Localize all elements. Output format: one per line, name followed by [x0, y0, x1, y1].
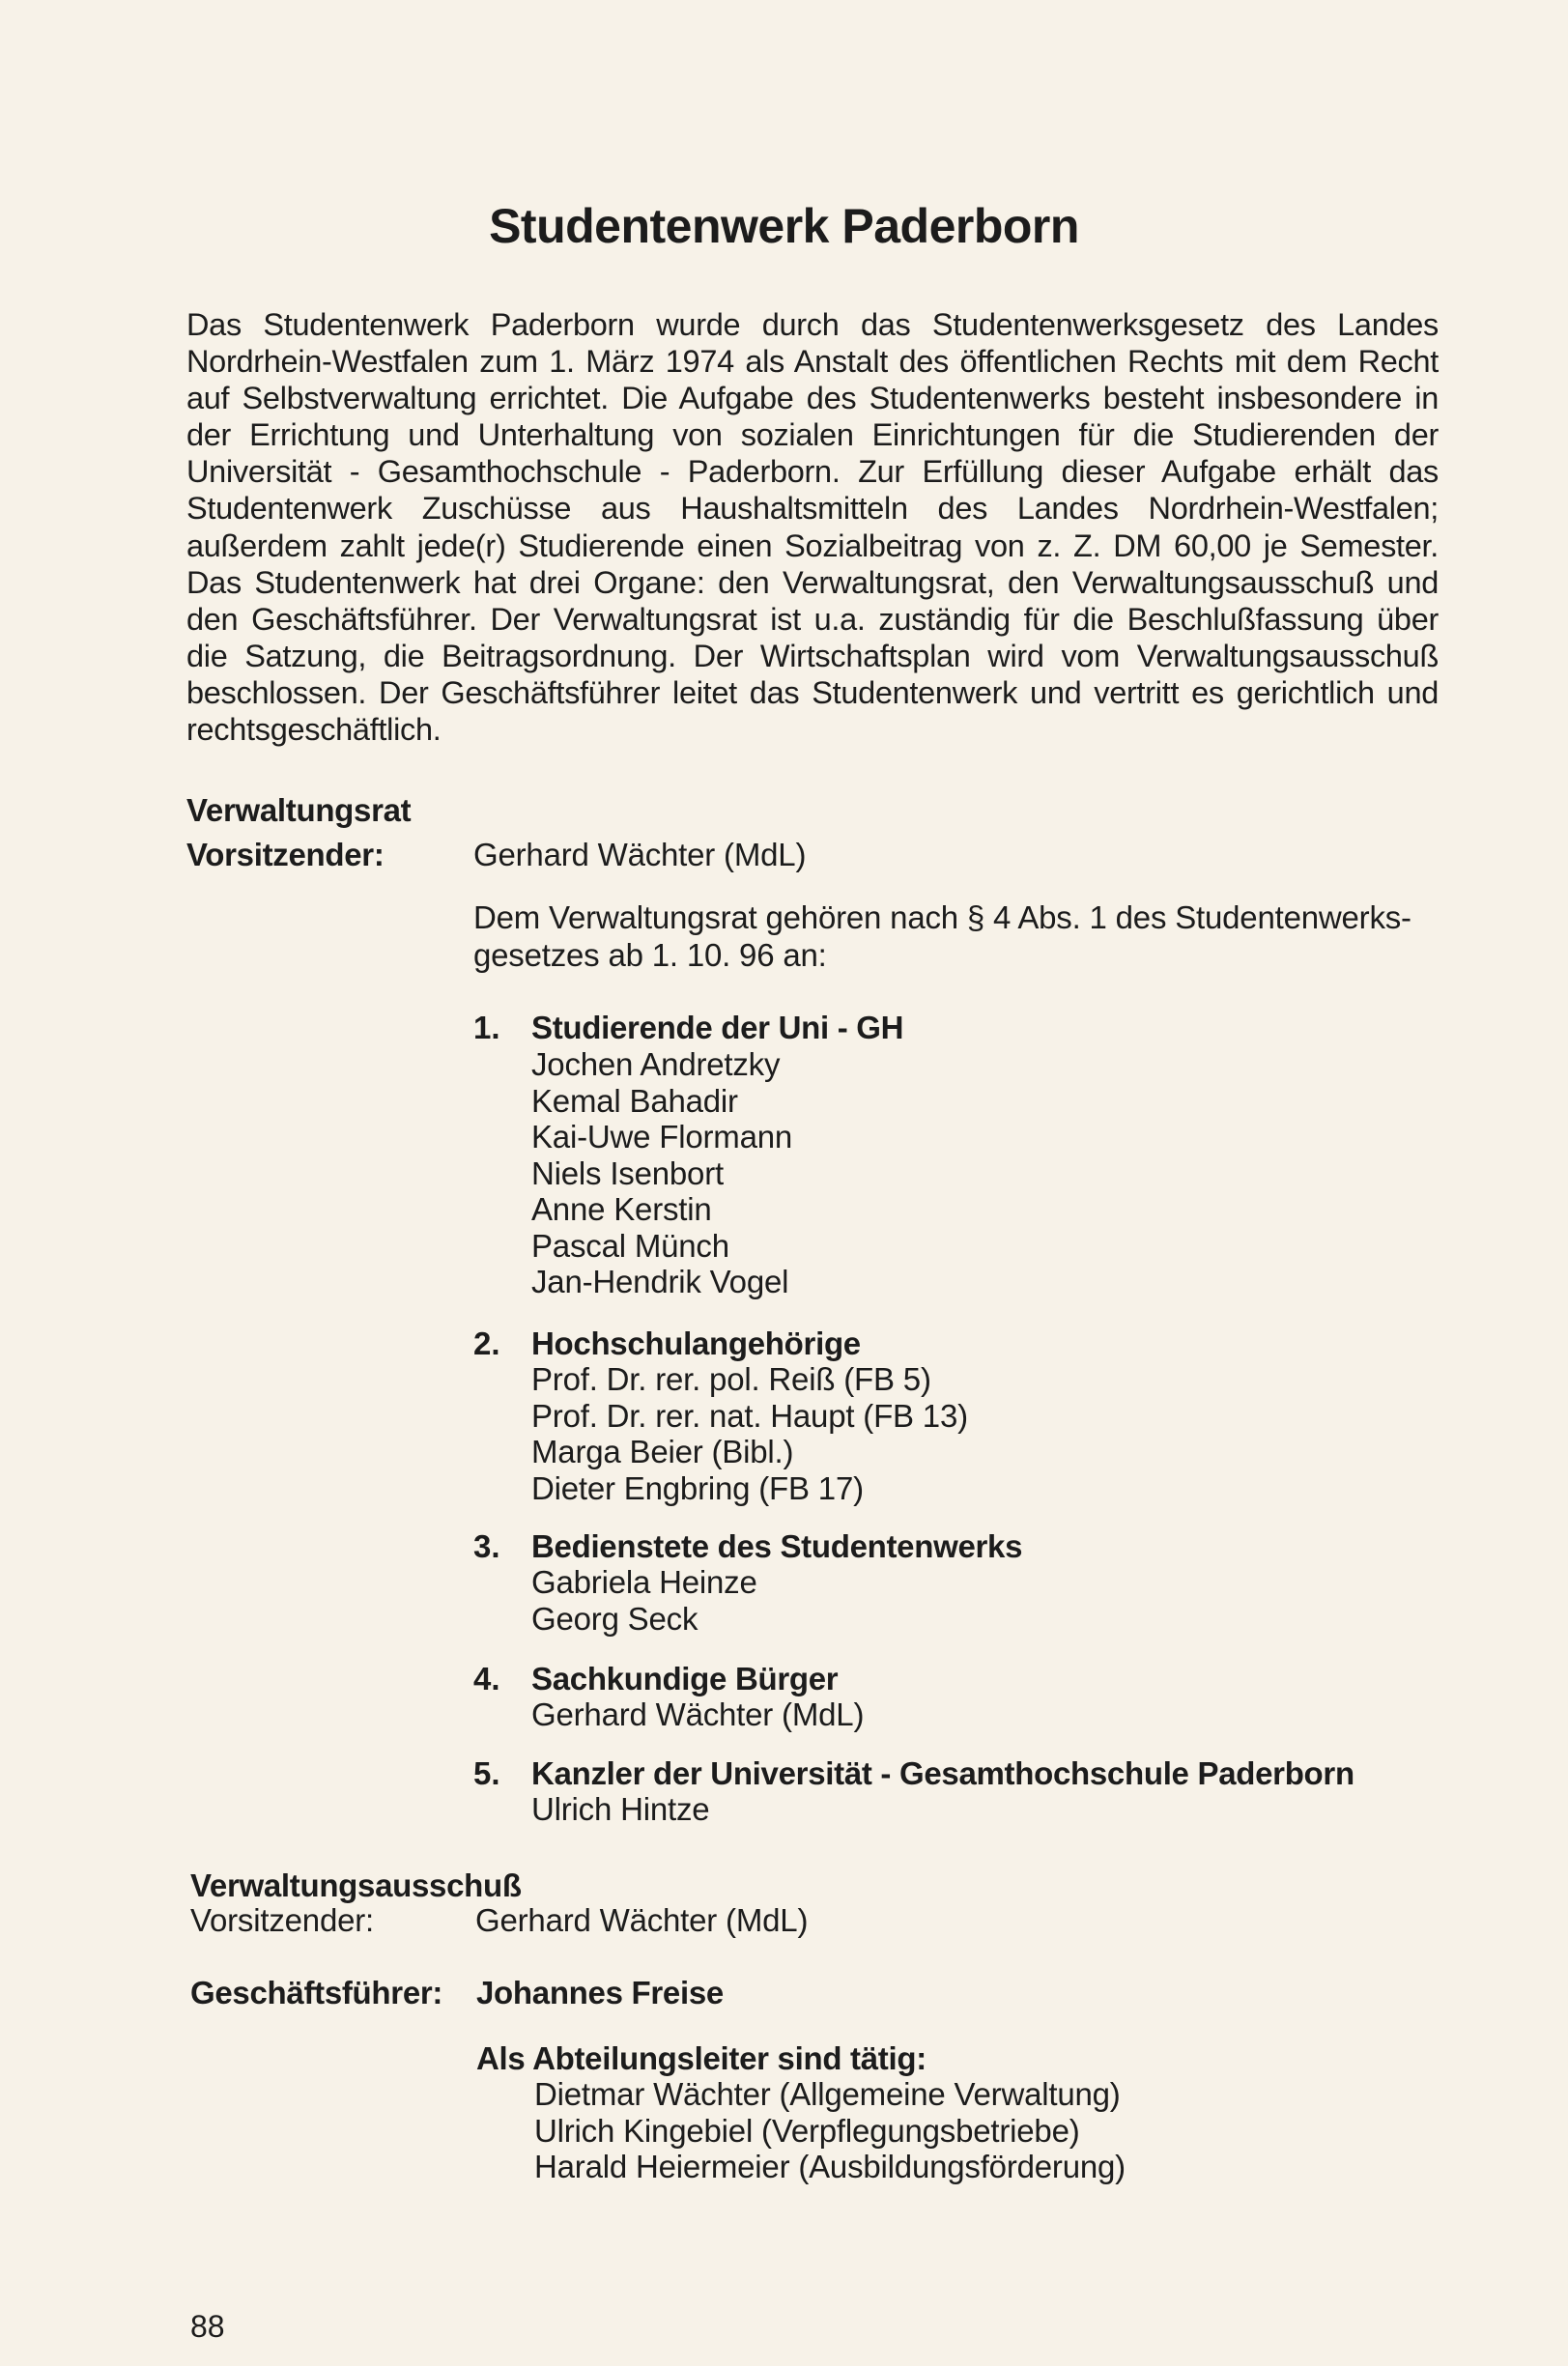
- list-item: Marga Beier (Bibl.): [531, 1434, 794, 1469]
- group-title-kanzler: Kanzler der Universität - Gesamthochschule Paderborn: [531, 1755, 1354, 1791]
- verwaltungsrat-heading: Verwaltungsrat: [186, 792, 412, 828]
- intro-paragraph: Das Studentenwerk Paderborn wurde durch das Studentenwerksgesetz des Landes Nordrhein-Westfalen zum 1. März 1974 als Anstalt des öffentlichen Rechts mit dem Recht auf Selbstverwaltung errichtet. Die Aufgabe des Studentenwerks besteht insbesondere in der Errichtung und Unterhaltung von sozialen Einrichtungen für die Studierenden der Universität - Gesamthochschule - Paderborn. Zur Erfüllung dieser Aufgabe erhält das Studentenwerk Zuschüsse aus Haushaltsmitteln des Landes Nordrhein-Westfalen; außerdem zahlt jede(r) Studierende einen Sozialbeitrag von z. Z. DM 60,00 je Semester. Das Studentenwerk hat drei Organe: den Verwaltungsrat, den Verwaltungsausschuß und den Geschäftsführer. Der Verwaltungsrat ist u.a. zuständig für die Beschlußfassung über die Satzung, die Beitragsordnung. Der Wirtschaftsplan wird vom Verwaltungsausschuß beschlossen. Der Geschäftsführer leitet das Studentenwerk und vertritt es gerichtlich und rechtsgeschäftlich.: [186, 307, 1439, 748]
- group-title-hochschulangehoerige: Hochschulangehörige: [531, 1326, 861, 1361]
- group-members-bedienstete: [531, 1564, 757, 1637]
- verwaltungsausschuss-chair-label: Vorsitzender:: [190, 1902, 375, 1938]
- geschaeftsfuehrer-name: Johannes Freise: [476, 1975, 724, 2010]
- group-number: 3.: [473, 1528, 500, 1564]
- list-item: Gerhard Wächter (MdL): [531, 1696, 865, 1732]
- list-item: Harald Heiermeier (Ausbildungsförderung): [534, 2149, 1126, 2184]
- list-item: Kai-Uwe Flormann: [531, 1119, 793, 1154]
- list-item: Gabriela Heinze: [531, 1564, 757, 1600]
- page-title: Studentenwerk Paderborn: [489, 199, 1079, 253]
- list-item: Kemal Bahadir: [531, 1082, 738, 1119]
- list-item: Dietmar Wächter (Allgemeine Verwaltung): [534, 2076, 1121, 2112]
- verwaltungsausschuss-heading: Verwaltungsausschuß: [190, 1867, 522, 1903]
- department-heads-title: Als Abteilungsleiter sind tätig:: [476, 2040, 927, 2076]
- list-item: Jan-Hendrik Vogel: [531, 1264, 789, 1299]
- verwaltungsrat-chair-label: Vorsitzender:: [186, 837, 385, 872]
- group-number: 1.: [473, 1010, 500, 1045]
- list-item: Jochen Andretzky: [531, 1046, 781, 1082]
- verwaltungsrat-chair-name: Gerhard Wächter (MdL): [473, 837, 807, 872]
- group-title-studierende: Studierende der Uni - GH: [531, 1010, 904, 1045]
- members-intro-line-1: Dem Verwaltungsrat gehören nach § 4 Abs. 1 des Studentenwerks-: [473, 899, 1411, 935]
- group-number: 5.: [473, 1755, 500, 1791]
- list-item: Dieter Engbring (FB 17): [531, 1469, 864, 1506]
- group-title-sachkundige-buerger: Sachkundige Bürger: [531, 1661, 839, 1696]
- group-number: 4.: [473, 1661, 500, 1696]
- list-item: Ulrich Kingebiel (Verpflegungsbetriebe): [534, 2112, 1080, 2149]
- group-members-kanzler: [531, 1791, 709, 1828]
- list-item: Prof. Dr. rer. pol. Reiß (FB 5): [531, 1361, 931, 1397]
- group-members-hochschulangehoerige: [531, 1361, 968, 1506]
- list-item: Prof. Dr. rer. nat. Haupt (FB 13): [531, 1397, 968, 1434]
- list-item: Pascal Münch: [531, 1227, 729, 1264]
- department-heads-list: [534, 2076, 1126, 2185]
- group-number: 2.: [473, 1326, 500, 1361]
- group-title-bedienstete: Bedienstete des Studentenwerks: [531, 1528, 1023, 1564]
- list-item: Ulrich Hintze: [531, 1791, 710, 1827]
- page-number: 88: [190, 2309, 225, 2344]
- list-item: Anne Kerstin: [531, 1191, 712, 1227]
- group-members-studierende: [531, 1046, 792, 1300]
- list-item: Georg Seck: [531, 1600, 698, 1637]
- geschaeftsfuehrer-label: Geschäftsführer:: [190, 1975, 443, 2010]
- group-members-sachkundige-buerger: [531, 1696, 864, 1733]
- verwaltungsausschuss-chair-name: Gerhard Wächter (MdL): [475, 1902, 809, 1938]
- list-item: Niels Isenbort: [531, 1154, 724, 1191]
- members-intro-line-2: gesetzes ab 1. 10. 96 an:: [473, 937, 827, 973]
